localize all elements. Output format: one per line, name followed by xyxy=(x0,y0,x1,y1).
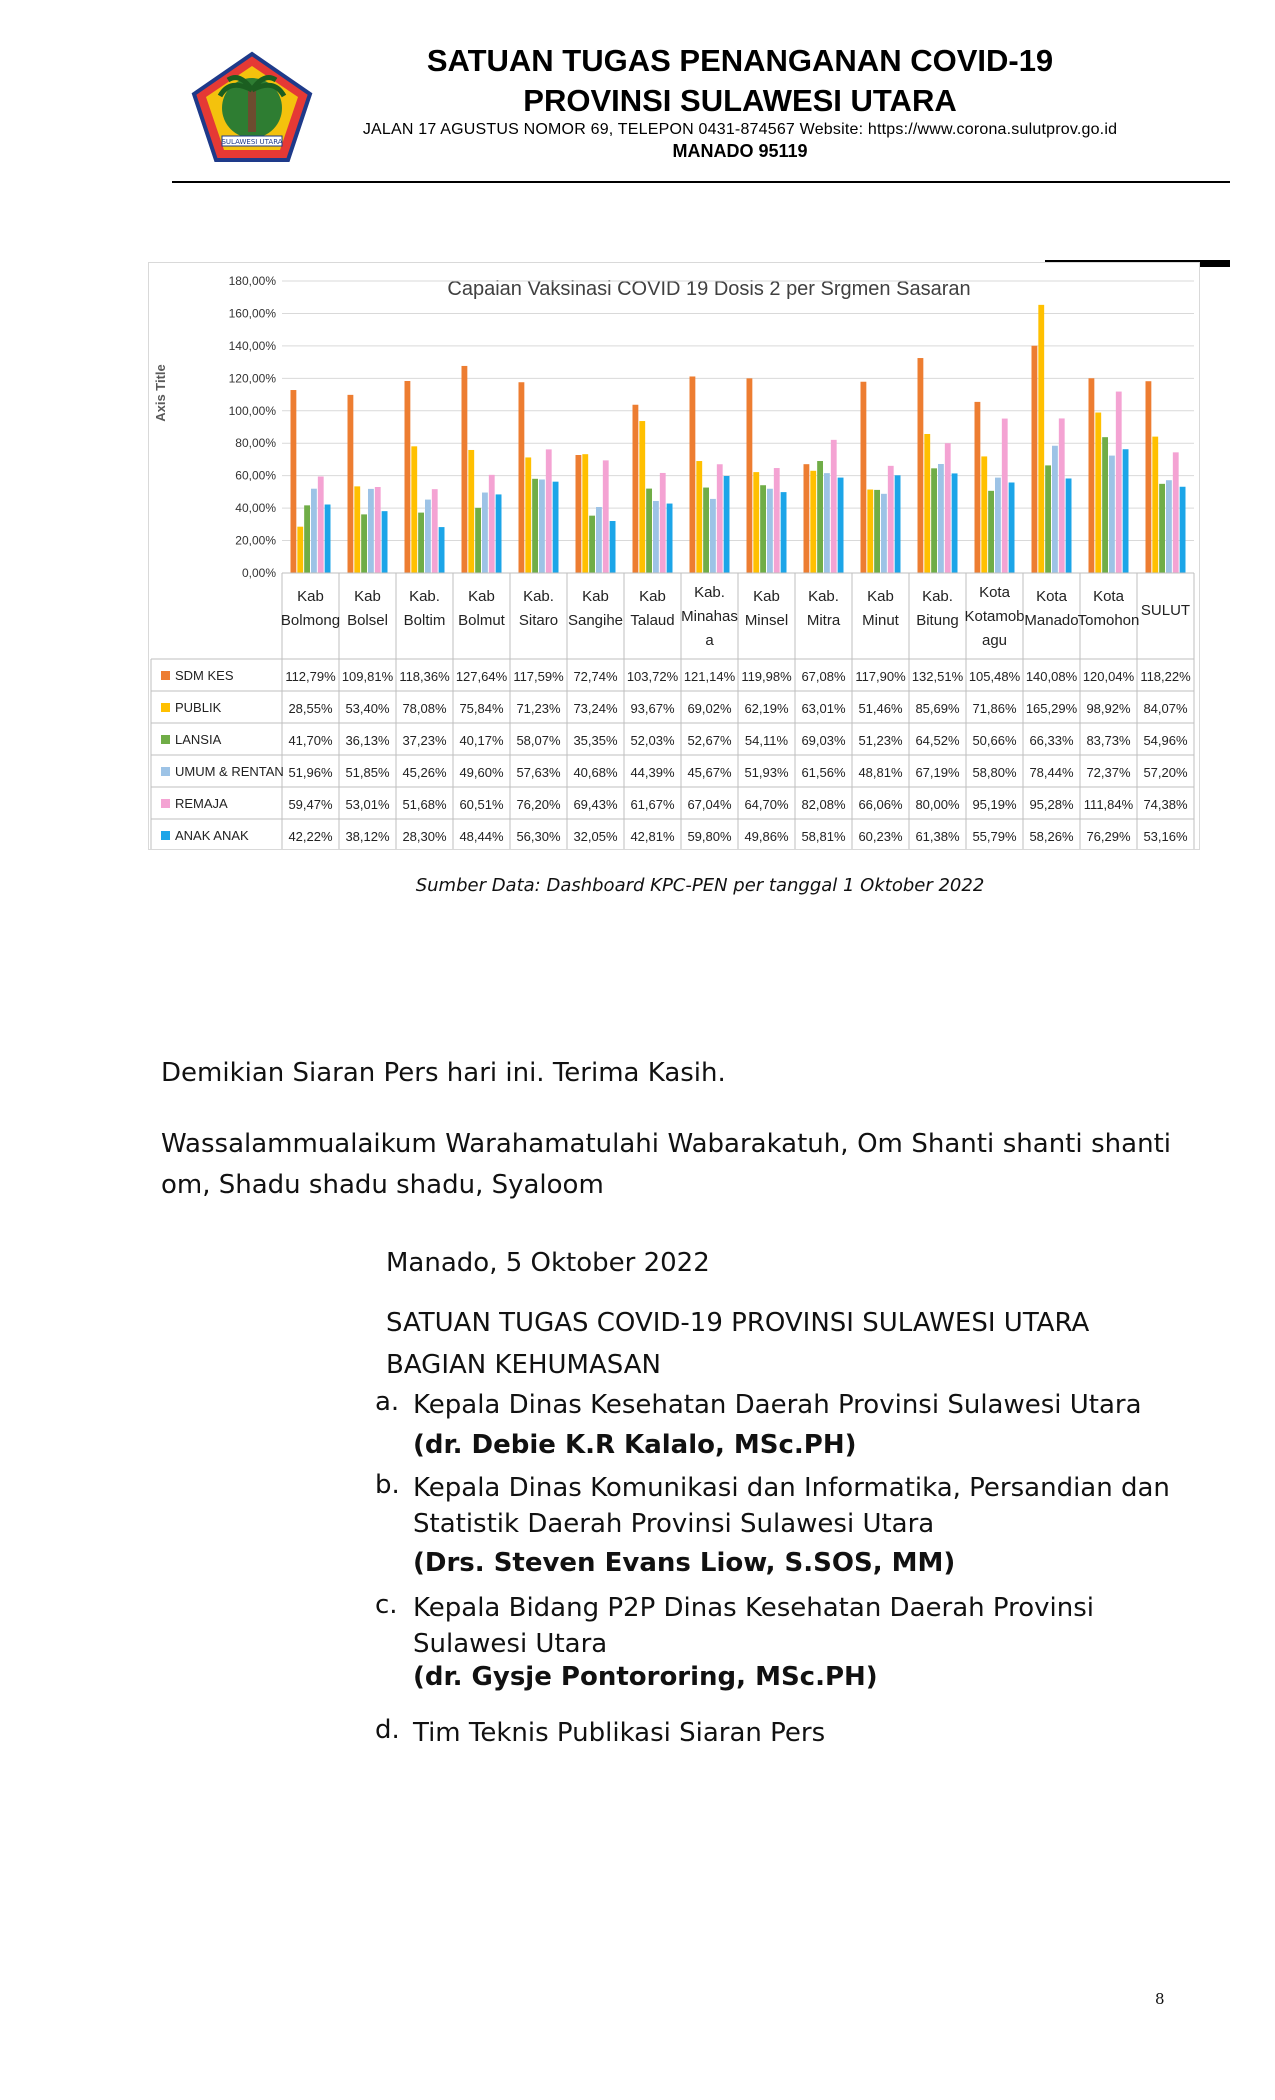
bar-sdm-kes xyxy=(576,455,582,573)
bar-lansia xyxy=(874,490,880,573)
bar-anak-anak xyxy=(724,476,730,573)
bar-lansia xyxy=(361,514,367,573)
bar-lansia xyxy=(988,491,994,573)
data-label: 165,29% xyxy=(1025,701,1078,716)
bar-publik xyxy=(297,527,303,573)
bar-remaja xyxy=(546,449,552,573)
data-label: 53,01% xyxy=(345,797,390,812)
bar-lansia xyxy=(589,516,595,573)
data-label: 57,63% xyxy=(516,765,561,780)
bar-remaja xyxy=(1116,392,1122,573)
data-label: 95,19% xyxy=(972,797,1017,812)
category-label: Kab. xyxy=(694,584,725,601)
data-label: 52,03% xyxy=(630,733,675,748)
bar-publik xyxy=(582,454,588,573)
bar-umum-rentan xyxy=(767,489,773,573)
data-label: 61,67% xyxy=(630,797,675,812)
list-marker: b. xyxy=(375,1470,400,1500)
category-label: Tomohon xyxy=(1077,612,1140,629)
bar-anak-anak xyxy=(667,504,673,573)
bar-anak-anak xyxy=(1123,449,1129,573)
bar-remaja xyxy=(1002,419,1008,573)
bar-anak-anak xyxy=(325,505,331,573)
bar-publik xyxy=(354,486,360,573)
data-label: 66,33% xyxy=(1029,733,1074,748)
data-label: 67,04% xyxy=(687,797,732,812)
data-label: 51,85% xyxy=(345,765,390,780)
bar-publik xyxy=(1095,413,1101,573)
bar-umum-rentan xyxy=(995,478,1001,573)
bar-remaja xyxy=(945,443,951,573)
data-label: 69,03% xyxy=(801,733,846,748)
data-label: 140,08% xyxy=(1025,669,1078,684)
category-label: Sangihe xyxy=(567,612,624,629)
signatory-role: Tim Teknis Publikasi Siaran Pers xyxy=(413,1718,826,1748)
category-label: Kota xyxy=(1093,588,1124,605)
data-label: 40,68% xyxy=(573,765,618,780)
bar-remaja xyxy=(603,460,609,573)
data-label: 64,52% xyxy=(915,733,960,748)
category-label: SULUT xyxy=(1140,602,1191,619)
category-label: Kota xyxy=(979,584,1010,601)
organization-division: BAGIAN KEHUMASAN xyxy=(386,1350,661,1380)
header-city: MANADO 95119 xyxy=(672,141,808,161)
bar-sdm-kes xyxy=(690,376,696,573)
data-label: 67,19% xyxy=(915,765,960,780)
category-label: Kota xyxy=(1036,588,1067,605)
data-label: 71,23% xyxy=(516,701,561,716)
list-marker: d. xyxy=(375,1715,400,1745)
signatory-role: Kepala Bidang P2P Dinas Kesehatan Daerah Provinsi Sulawesi Utara xyxy=(413,1593,1094,1659)
bar-remaja xyxy=(318,477,324,573)
bar-anak-anak xyxy=(382,511,388,573)
bar-umum-rentan xyxy=(1052,446,1058,573)
data-label: 118,22% xyxy=(1140,669,1191,684)
data-label: 118,36% xyxy=(399,669,450,684)
bar-publik xyxy=(753,472,759,573)
bar-sdm-kes xyxy=(633,405,639,573)
data-label: 48,44% xyxy=(459,829,504,844)
category-label: Kab xyxy=(354,588,381,605)
category-label: Mitra xyxy=(806,612,841,629)
bar-publik xyxy=(1038,305,1044,573)
bar-umum-rentan xyxy=(1109,456,1115,573)
closing-statement: Demikian Siaran Pers hari ini. Terima Kasih. xyxy=(161,1058,726,1088)
bar-lansia xyxy=(418,513,424,573)
y-tick-label: 180,00% xyxy=(228,274,276,288)
bar-anak-anak xyxy=(895,475,901,573)
data-label: 82,08% xyxy=(801,797,846,812)
bar-lansia xyxy=(475,508,481,573)
data-label: 120,04% xyxy=(1082,669,1135,684)
data-label: 37,23% xyxy=(402,733,447,748)
bar-umum-rentan xyxy=(482,493,488,573)
bar-sdm-kes xyxy=(1146,381,1152,573)
data-label: 45,26% xyxy=(402,765,447,780)
bar-sdm-kes xyxy=(1089,378,1095,573)
y-tick-label: 160,00% xyxy=(228,306,276,321)
data-label: 32,05% xyxy=(573,829,618,844)
bar-anak-anak xyxy=(553,482,559,573)
bar-sdm-kes xyxy=(861,382,867,573)
data-label: 54,11% xyxy=(744,733,789,748)
data-label: 48,81% xyxy=(858,765,903,780)
data-label: 51,96% xyxy=(288,765,333,780)
greeting-line-2: om, Shadu shadu shadu, Syaloom xyxy=(161,1170,604,1200)
category-label: Minahas xyxy=(681,608,738,625)
list-marker: a. xyxy=(375,1387,400,1417)
page-number: 8 xyxy=(1155,1990,1165,2008)
category-label: Sitaro xyxy=(518,612,559,629)
bar-publik xyxy=(411,446,417,573)
data-label: 58,81% xyxy=(801,829,846,844)
bar-publik xyxy=(867,490,873,573)
bar-publik xyxy=(696,461,702,573)
bar-umum-rentan xyxy=(539,480,545,573)
data-label: 60,23% xyxy=(858,829,903,844)
data-label: 78,08% xyxy=(402,701,447,716)
bar-publik xyxy=(810,471,816,573)
bar-sdm-kes xyxy=(405,381,411,573)
list-marker: c. xyxy=(375,1590,398,1620)
data-label: 51,93% xyxy=(744,765,789,780)
bar-sdm-kes xyxy=(519,382,525,573)
data-label: 78,44% xyxy=(1029,765,1074,780)
legend-key xyxy=(161,735,170,744)
data-label: 95,28% xyxy=(1029,797,1074,812)
data-label: 117,59% xyxy=(513,669,564,684)
category-label: Bitung xyxy=(916,612,959,629)
legend-label: SDM KES xyxy=(175,668,234,683)
category-label: Minut xyxy=(862,612,899,629)
data-label: 59,80% xyxy=(687,829,732,844)
data-label: 62,19% xyxy=(744,701,789,716)
bar-sdm-kes xyxy=(348,395,354,573)
data-label: 57,20% xyxy=(1143,765,1188,780)
bar-umum-rentan xyxy=(425,500,431,573)
data-label: 44,39% xyxy=(630,765,675,780)
data-label: 63,01% xyxy=(801,701,846,716)
organization-name: SATUAN TUGAS COVID-19 PROVINSI SULAWESI UTARA xyxy=(386,1308,1090,1338)
data-label: 64,70% xyxy=(744,797,789,812)
bar-anak-anak xyxy=(1009,482,1015,573)
bar-umum-rentan xyxy=(824,473,830,573)
bar-sdm-kes xyxy=(747,378,753,573)
legend-key xyxy=(161,703,170,712)
data-label: 103,72% xyxy=(626,669,679,684)
bar-remaja xyxy=(831,440,837,573)
data-label: 51,23% xyxy=(858,733,903,748)
header-title: SATUAN TUGAS PENANGANAN COVID-19 xyxy=(426,43,1054,78)
data-label: 53,40% xyxy=(345,701,390,716)
data-label: 45,67% xyxy=(687,765,732,780)
bar-anak-anak xyxy=(439,527,445,573)
data-label: 132,51% xyxy=(911,669,964,684)
bar-lansia xyxy=(1159,484,1165,573)
data-label: 73,24% xyxy=(573,701,618,716)
data-label: 71,86% xyxy=(972,701,1017,716)
bar-remaja xyxy=(489,475,495,573)
bar-remaja xyxy=(432,489,438,573)
legend-label: UMUM & RENTAN xyxy=(175,764,284,779)
category-label: Boltim xyxy=(403,612,446,629)
bar-sdm-kes xyxy=(804,464,810,573)
bar-anak-anak xyxy=(838,478,844,573)
data-label: 61,56% xyxy=(801,765,846,780)
bar-remaja xyxy=(717,464,723,573)
legend-key xyxy=(161,799,170,808)
bar-publik xyxy=(981,456,987,573)
y-tick-label: 140,00% xyxy=(228,338,276,353)
category-label: Kab. xyxy=(409,588,440,605)
category-label: Manado xyxy=(1024,612,1079,629)
header-subtitle: PROVINSI SULAWESI UTARA xyxy=(523,83,957,118)
category-label: a xyxy=(705,632,714,649)
y-axis-title: Axis Title xyxy=(153,364,168,422)
category-label: Bolmut xyxy=(458,612,505,629)
data-label: 38,12% xyxy=(345,829,390,844)
data-label: 66,06% xyxy=(858,797,903,812)
bar-umum-rentan xyxy=(938,464,944,573)
chart-title: Capaian Vaksinasi COVID 19 Dosis 2 per Srgmen Sasaran xyxy=(447,278,971,300)
data-label: 40,17% xyxy=(459,733,504,748)
bar-umum-rentan xyxy=(710,499,716,573)
data-label: 84,07% xyxy=(1143,701,1188,716)
data-label: 52,67% xyxy=(687,733,732,748)
category-label: Kab. xyxy=(808,588,839,605)
data-label: 51,68% xyxy=(402,797,447,812)
header-divider xyxy=(172,181,1230,183)
data-label: 42,81% xyxy=(630,829,675,844)
signatory-name: (Drs. Steven Evans Liow, S.SOS, MM) xyxy=(413,1548,956,1578)
data-label: 75,84% xyxy=(459,701,504,716)
category-label: Talaud xyxy=(630,612,675,629)
bar-sdm-kes xyxy=(975,402,981,573)
data-label: 49,60% xyxy=(459,765,504,780)
data-label: 59,47% xyxy=(288,797,333,812)
bar-publik xyxy=(1152,437,1158,573)
bar-lansia xyxy=(817,461,823,573)
y-tick-label: 120,00% xyxy=(228,371,276,386)
bar-lansia xyxy=(532,479,538,573)
bar-sdm-kes xyxy=(918,358,924,573)
data-label: 80,00% xyxy=(915,797,960,812)
category-label: agu xyxy=(981,632,1008,649)
chart-source-caption: Sumber Data: Dashboard KPC-PEN per tanggal 1 Oktober 2022 xyxy=(415,875,985,896)
bar-umum-rentan xyxy=(596,507,602,573)
bar-remaja xyxy=(1173,452,1179,573)
bar-lansia xyxy=(646,489,652,573)
bar-lansia xyxy=(1102,437,1108,573)
bar-publik xyxy=(468,450,474,573)
bar-umum-rentan xyxy=(1166,480,1172,573)
data-label: 50,66% xyxy=(972,733,1017,748)
category-label: Minsel xyxy=(744,612,789,629)
data-label: 67,08% xyxy=(801,669,846,684)
bar-lansia xyxy=(304,505,310,573)
category-label: Kab xyxy=(297,588,324,605)
bar-umum-rentan xyxy=(653,501,659,573)
bar-anak-anak xyxy=(1180,487,1186,573)
category-label: Kab. xyxy=(523,588,554,605)
closing-greeting xyxy=(161,1124,1171,1206)
data-label: 58,80% xyxy=(972,765,1017,780)
data-label: 54,96% xyxy=(1143,733,1188,748)
bar-lansia xyxy=(1045,465,1051,573)
legend-label: ANAK ANAK xyxy=(175,828,249,843)
category-label: Kab xyxy=(582,588,609,605)
y-tick-label: 100,00% xyxy=(228,403,276,418)
bar-publik xyxy=(924,434,930,573)
vaccination-chart xyxy=(148,262,1200,850)
legend-label: PUBLIK xyxy=(175,700,222,715)
data-label: 58,07% xyxy=(516,733,561,748)
bar-umum-rentan xyxy=(368,489,374,573)
data-label: 98,92% xyxy=(1086,701,1131,716)
signatory-role: Kepala Dinas Komunikasi dan Informatika, Persandian dan Statistik Daerah Provinsi Sulawesi Utara xyxy=(413,1473,1170,1539)
category-label: Kab xyxy=(468,588,495,605)
bar-sdm-kes xyxy=(462,366,468,573)
data-label: 35,35% xyxy=(573,733,618,748)
bar-remaja xyxy=(1059,418,1065,573)
data-label: 42,22% xyxy=(288,829,333,844)
y-tick-label: 80,00% xyxy=(235,436,276,451)
data-label: 72,74% xyxy=(573,669,618,684)
bar-remaja xyxy=(375,487,381,573)
data-label: 72,37% xyxy=(1086,765,1131,780)
legend-key xyxy=(161,767,170,776)
data-label: 83,73% xyxy=(1086,733,1131,748)
legend-label: REMAJA xyxy=(175,796,228,811)
data-label: 127,64% xyxy=(455,669,508,684)
data-label: 51,46% xyxy=(858,701,903,716)
y-tick-label: 40,00% xyxy=(235,501,276,516)
data-label: 69,02% xyxy=(687,701,732,716)
bar-anak-anak xyxy=(610,521,616,573)
bar-remaja xyxy=(774,468,780,573)
y-tick-label: 20,00% xyxy=(235,533,276,548)
data-label: 76,29% xyxy=(1086,829,1131,844)
bar-anak-anak xyxy=(952,473,958,573)
bar-publik xyxy=(525,457,531,573)
bar-umum-rentan xyxy=(311,489,317,573)
bar-lansia xyxy=(931,468,937,573)
data-label: 36,13% xyxy=(345,733,390,748)
category-label: Kab xyxy=(867,588,894,605)
data-label: 105,48% xyxy=(968,669,1021,684)
data-label: 28,30% xyxy=(402,829,447,844)
data-label: 60,51% xyxy=(459,797,504,812)
signatory-name: (dr. Gysje Pontororing, MSc.PH) xyxy=(413,1662,878,1692)
category-label: Kotamob xyxy=(964,608,1025,625)
bar-lansia xyxy=(703,488,709,573)
y-tick-label: 0,00% xyxy=(241,566,276,580)
signatory-role: Kepala Dinas Kesehatan Daerah Provinsi Sulawesi Utara xyxy=(413,1390,1142,1420)
bar-remaja xyxy=(888,466,894,573)
data-label: 53,16% xyxy=(1143,829,1188,844)
data-label: 41,70% xyxy=(288,733,333,748)
data-label: 119,98% xyxy=(741,669,792,684)
bar-publik xyxy=(639,421,645,573)
data-label: 55,79% xyxy=(972,829,1017,844)
data-label: 111,84% xyxy=(1083,797,1134,812)
data-label: 74,38% xyxy=(1143,797,1188,812)
data-label: 93,67% xyxy=(630,701,675,716)
signatory-name: (dr. Debie K.R Kalalo, MSc.PH) xyxy=(413,1430,857,1460)
date-line: Manado, 5 Oktober 2022 xyxy=(386,1248,710,1278)
header-address: JALAN 17 AGUSTUS NOMOR 69, TELEPON 0431-874567 Website: https://www.corona.sulutprov.go.id xyxy=(362,121,1118,138)
bar-anak-anak xyxy=(496,494,502,573)
greeting-line-1: Wassalammualaikum Warahamatulahi Wabarakatuh, Om Shanti shanti shanti xyxy=(161,1129,1171,1159)
category-label: Bolmong xyxy=(280,612,341,629)
data-label: 28,55% xyxy=(288,701,333,716)
data-label: 117,90% xyxy=(855,669,906,684)
svg-text:SULAWESI UTARA: SULAWESI UTARA xyxy=(221,138,283,146)
bar-anak-anak xyxy=(781,492,787,573)
bar-remaja xyxy=(660,473,666,573)
chart-svg xyxy=(149,263,1199,849)
legend-label: LANSIA xyxy=(175,732,222,747)
category-label: Kab xyxy=(639,588,666,605)
bar-sdm-kes xyxy=(291,390,297,573)
legend-key xyxy=(161,831,170,840)
data-label: 76,20% xyxy=(516,797,561,812)
data-label: 56,30% xyxy=(516,829,561,844)
category-label: Kab. xyxy=(922,588,953,605)
data-label: 69,43% xyxy=(573,797,618,812)
data-label: 85,69% xyxy=(915,701,960,716)
legend-key xyxy=(161,671,170,680)
y-tick-label: 60,00% xyxy=(235,468,276,483)
category-label: Kab xyxy=(753,588,780,605)
data-label: 112,79% xyxy=(285,669,336,684)
bar-lansia xyxy=(760,485,766,573)
data-label: 61,38% xyxy=(915,829,960,844)
data-label: 109,81% xyxy=(341,669,394,684)
bar-sdm-kes xyxy=(1032,346,1038,573)
data-label: 58,26% xyxy=(1029,829,1074,844)
bar-umum-rentan xyxy=(881,494,887,573)
category-label: Bolsel xyxy=(347,612,388,629)
data-label: 121,14% xyxy=(683,669,736,684)
bar-anak-anak xyxy=(1066,478,1072,573)
data-label: 49,86% xyxy=(744,829,789,844)
